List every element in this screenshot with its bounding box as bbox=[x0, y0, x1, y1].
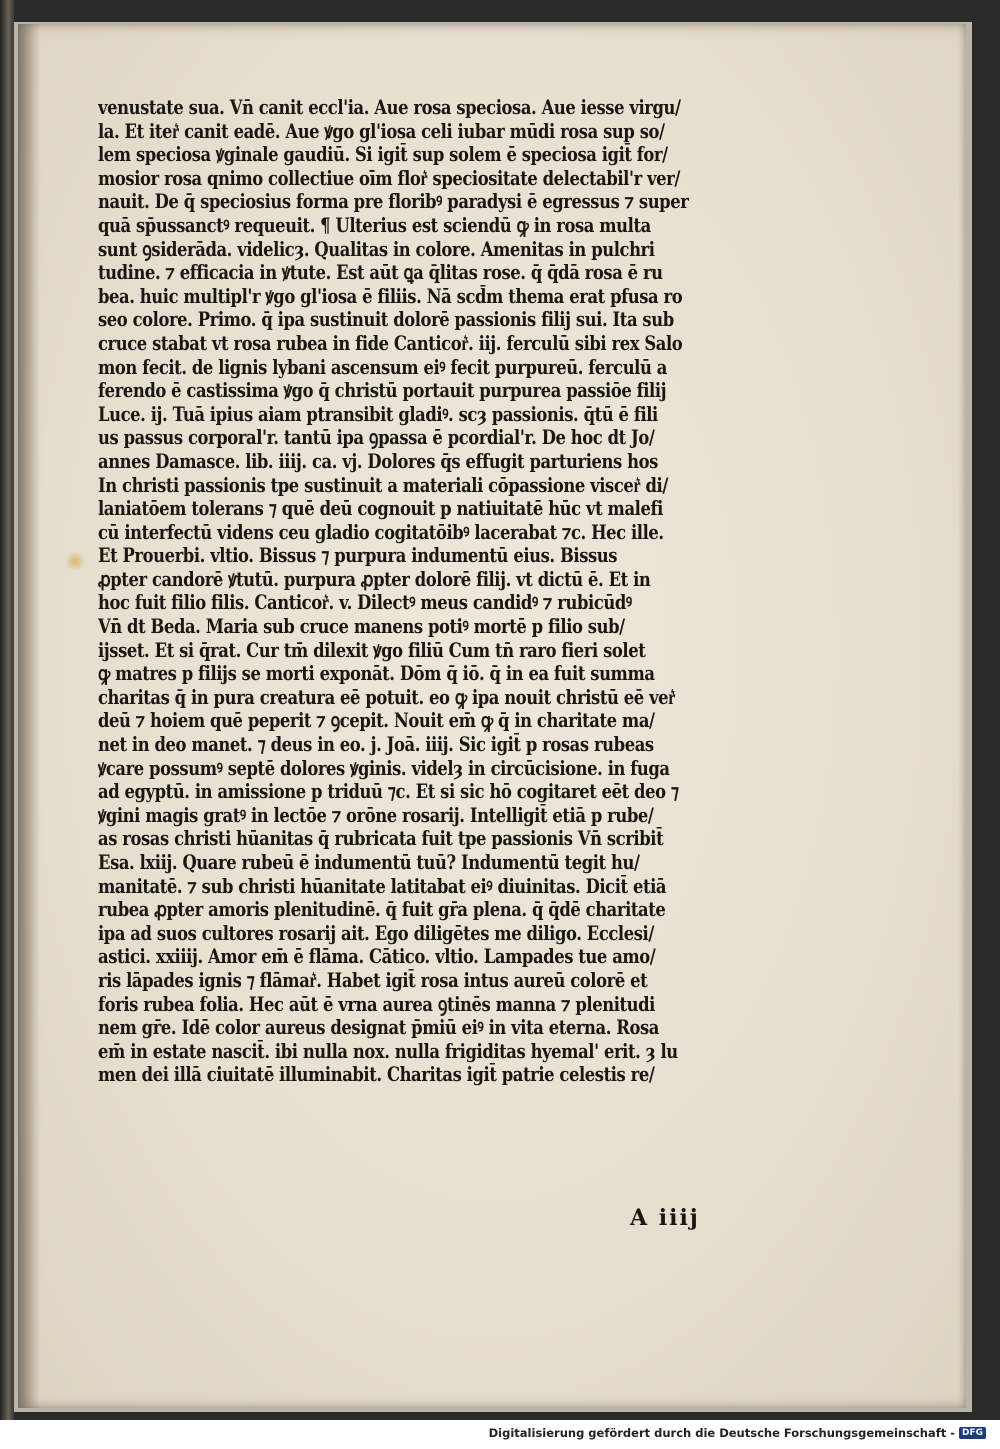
text-line: annes Damasce. lib. iiij. ca. vj. Dolores q̄s effugit parturiens hos bbox=[98, 449, 658, 473]
text-line: Et Prouerbi. vltio. Bissus ⁊ purpura indumentū eius. Bissus bbox=[98, 544, 618, 568]
text-line: men dei illā ciuitatē illuminabit. Charitas igit̄ patrie celestis re/ bbox=[98, 1063, 655, 1087]
text-line: nauit. De q̄ speciosius forma pre floribꝰ paradysi ē egressus ⁊ super bbox=[98, 190, 689, 214]
text-line: charitas q̄ in pura creatura eē potuit. eo ꝙ ipa nouit christū eē ver͛ bbox=[98, 685, 676, 709]
signature-mark: A iiij bbox=[630, 1205, 700, 1231]
dfg-logo: DFG bbox=[959, 1427, 986, 1439]
text-line: ad egyptū. in amissione p triduū ⁊c. Et si sic hō cogitaret eēt deo ⁊ bbox=[98, 780, 679, 804]
text-block bbox=[98, 96, 742, 1087]
text-line: deū ⁊ hoiem quē peperit ⁊ ꝯcepit. Nouit em̄ ꝙ q̄ in charitate ma/ bbox=[98, 709, 655, 733]
text-line: tudine. ⁊ efficacia in ꝟtute. Est aūt ꝗa q̄litas rose. q̄ q̄dā rosa ē ru bbox=[98, 261, 663, 285]
text-line: astici. xxiiij. Amor em̄ ē flāma. Cātico. vltio. Lampades tue amo/ bbox=[98, 945, 656, 969]
text-line: laniatōem tolerans ⁊ quē deū cognouit p natiuitatē hūc vt malefi bbox=[98, 497, 663, 521]
page-stain bbox=[64, 552, 86, 570]
text-line: rubea ꝓpter amoris plenitudinē. q̄ fuit gr̄a plena. q̄ q̄dē charitate bbox=[98, 898, 666, 922]
text-line: mosior rosa qnimo collectiue oīm flor͛ speciositate delectabil'r ver/ bbox=[98, 166, 680, 190]
text-line: hoc fuit filio filis. Canticor͛. v. Dilectꝰ meus candidꝰ ⁊ rubicūdꝰ bbox=[98, 591, 632, 615]
credit-text: Digitalisierung gefördert durch die Deutsche Forschungsgemeinschaft - bbox=[488, 1426, 955, 1440]
text-line: ris lāpades ignis ⁊ flāmar͛. Habet igit̄ rosa intus aureū colorē et bbox=[98, 968, 648, 992]
text-line: nem gr̄e. Idē color aureus designat p̄miū eiꝰ in vita eterna. Rosa bbox=[98, 1016, 660, 1040]
text-line: bea. huic multipl'r ꝟgo gl'iosa ē filiis. Nā scd̄m thema erat pfusa ro bbox=[98, 284, 683, 308]
text-line: ꝙ matres p filijs se morti exponāt. Dōm q̄ iō. q̄ in ea fuit summa bbox=[98, 662, 655, 686]
text-line: manitatē. ⁊ sub christi hūanitate latitabat eiꝰ diuinitas. Dicit̄ etiā bbox=[98, 874, 667, 898]
text-line: mon fecit. de lignis lybani ascensum eiꝰ fecit purpureū. ferculū a bbox=[98, 355, 667, 379]
digitization-credit bbox=[489, 1426, 986, 1440]
text-line: ijsset. Et si q̄rat. Cur tm̄ dilexit ꝟgo filiū Cum tn̄ raro fieri solet bbox=[98, 638, 646, 662]
text-line: lem speciosa ꝟginale gaudiū. Si igit̄ sup solem ē speciosa igit̄ for/ bbox=[98, 143, 668, 167]
text-line: cū interfectū videns ceu gladio cogitatōibꝰ lacerabat ⁊c. Hec ille. bbox=[98, 520, 664, 544]
text-line: net in deo manet. ⁊ deus in eo. j. Joā. iiij. Sic igit̄ p rosas rubeas bbox=[98, 733, 654, 757]
text-line: la. Et iter͛ canit eadē. Aue ꝟgo gl'iosa celi iubar mūdi rosa sup so/ bbox=[98, 119, 665, 143]
text-line: foris rubea folia. Hec aūt ē vrna aurea ꝯtinēs manna ⁊ plenitudi bbox=[98, 992, 655, 1016]
text-line: ferendo ē castissima ꝟgo q̄ christū portauit purpurea passiōe filij bbox=[98, 379, 667, 403]
text-line: us passus corporal'r. tantū ipa ꝯpassa ē pcordial'r. De hoc dt Jo/ bbox=[98, 426, 655, 450]
text-line: venustate sua. Vn̄ canit eccl'ia. Aue rosa speciosa. Aue iesse virgu/ bbox=[98, 96, 681, 119]
text-line: as rosas christi hūanitas q̄ rubricata fuit tpe passionis Vn̄ scribit̄ bbox=[98, 827, 664, 851]
text-line: ꝓpter candorē ꝟtutū. purpura ꝓpter dolorē filij. vt dictū ē. Et in bbox=[98, 567, 651, 591]
text-line: cruce stabat vt rosa rubea in fide Canticor͛. iij. ferculū sibi rex Salo bbox=[98, 331, 683, 355]
text-line: Luce. ij. Tuā ipius aiam ptransibit gladiꝰ. scȝ passionis. q̄tū ē fili bbox=[98, 402, 658, 426]
text-line: In christi passionis tpe sustinuit a materiali cōpassione viscer͛ di/ bbox=[98, 473, 668, 497]
text-line: quā sp̄ussanctꝰ requeuit. ¶ Ulterius est sciendū ꝙ in rosa multa bbox=[98, 213, 651, 237]
text-line: ꝟgini magis gratꝰ in lectōe ⁊ orōne rosarij. Intelligit̄ etiā p rube/ bbox=[98, 803, 654, 827]
text-line: Vn̄ dt Beda. Maria sub cruce manens potiꝰ mortē p filio sub/ bbox=[98, 615, 625, 639]
scanner-edge-left bbox=[0, 0, 14, 1449]
text-line: ꝟcare possumꝰ septē dolores ꝟginis. videlȝ in circūcisione. in fuga bbox=[98, 756, 670, 780]
text-line: seo colore. Primo. q̄ ipa sustinuit dolorē passionis filij sui. Ita sub bbox=[98, 308, 674, 332]
text-line: ipa ad suos cultores rosarij ait. Ego diligētes me diligo. Ecclesi/ bbox=[98, 921, 654, 945]
text-line: sunt ꝯsiderāda. videlicȝ. Qualitas in colore. Amenitas in pulchri bbox=[98, 237, 655, 261]
page-gutter bbox=[18, 24, 40, 1408]
text-line: Esa. lxiij. Quare rubeū ē indumentū tuū? Indumentū tegit hu/ bbox=[98, 851, 640, 874]
text-line: em̄ in estate nascit̄. ibi nulla nox. nulla frigiditas hyemal' erit. ȝ lu bbox=[98, 1039, 678, 1063]
